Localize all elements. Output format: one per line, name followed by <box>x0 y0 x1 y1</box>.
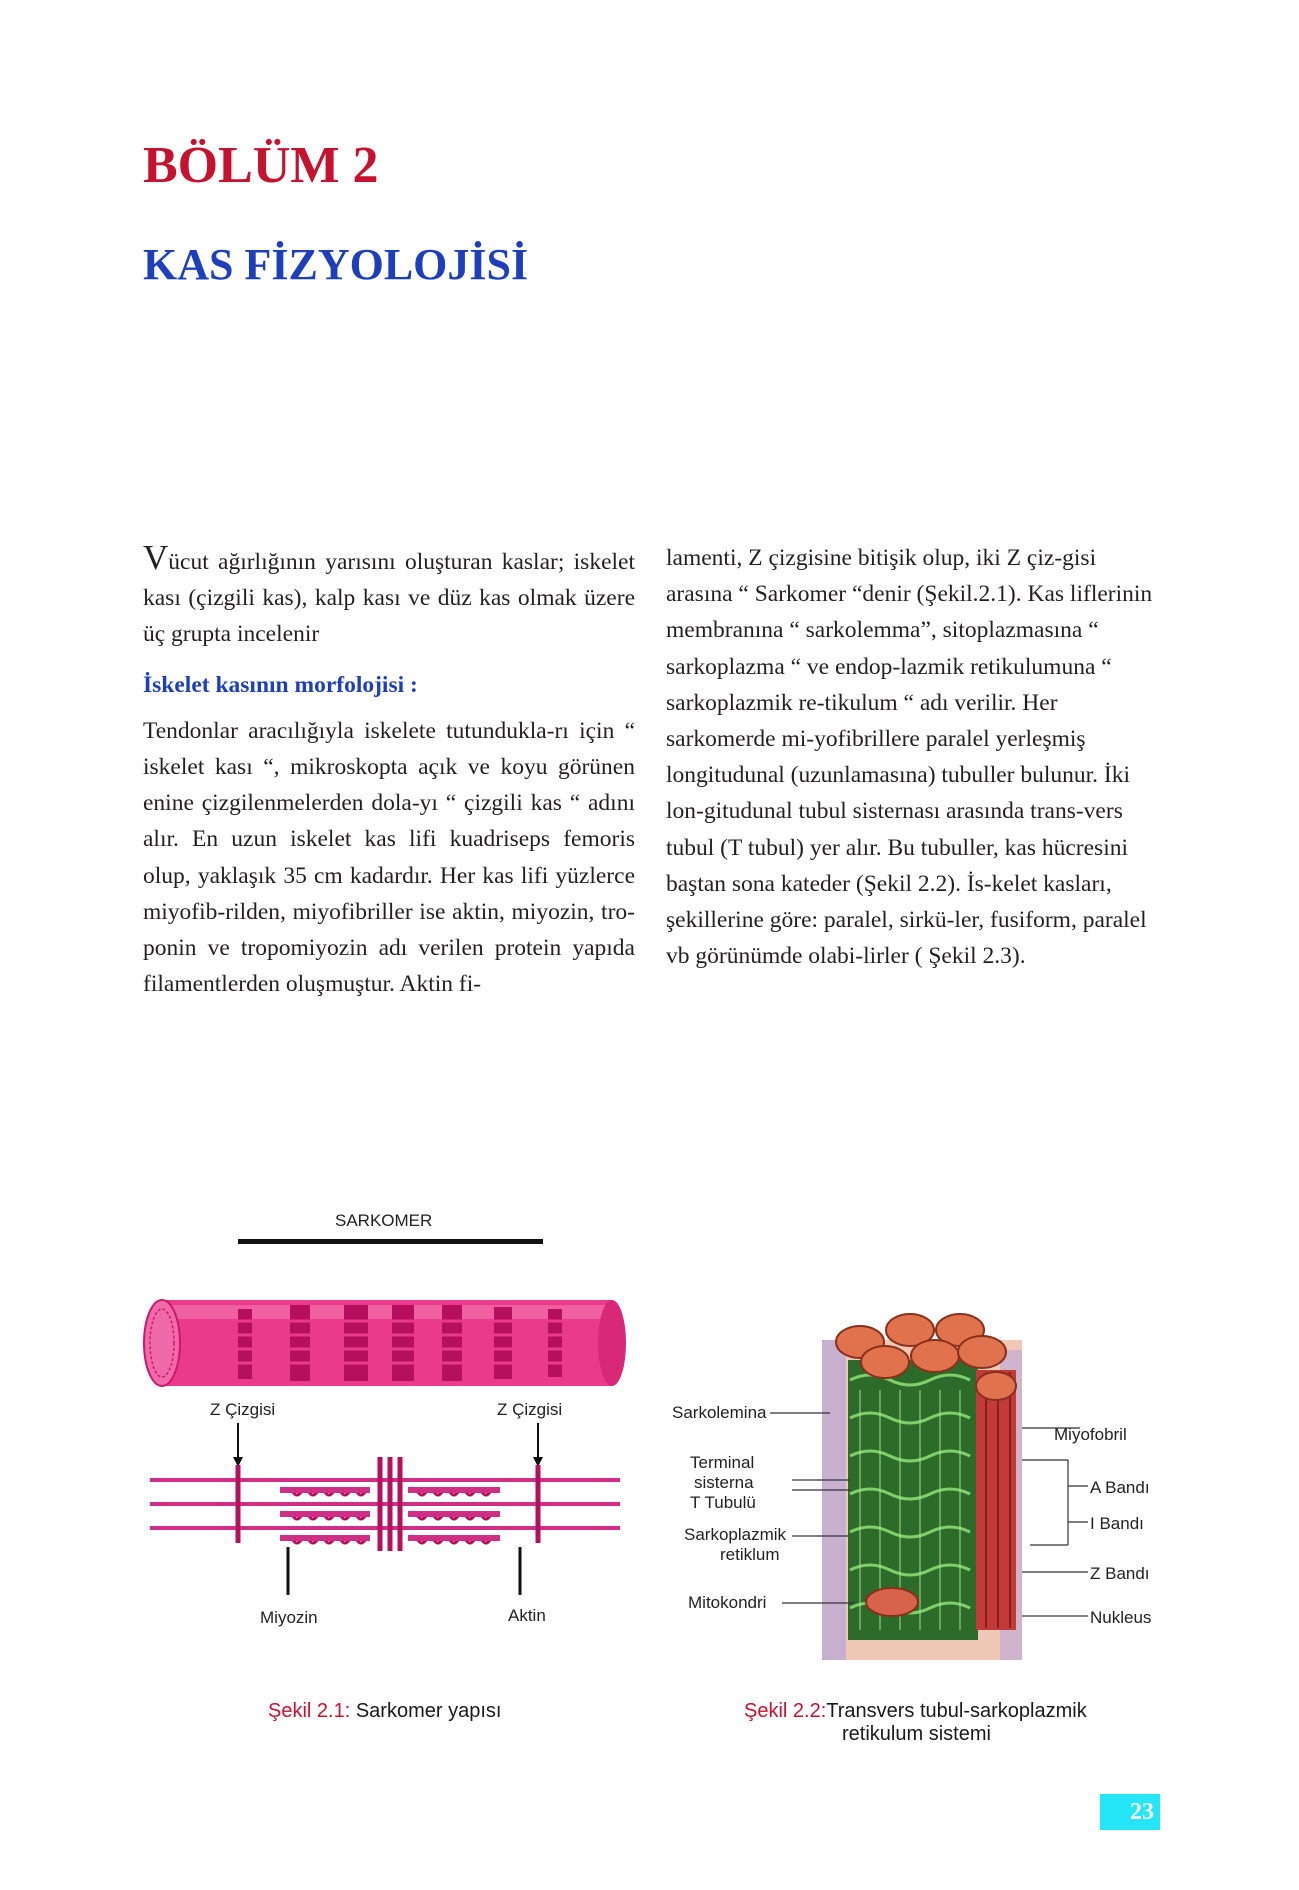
text-column-left <box>143 540 635 1002</box>
miyozin-label: Miyozin <box>260 1608 318 1627</box>
sarcomere-filaments <box>150 1457 620 1551</box>
fiber-end <box>598 1300 626 1386</box>
nukleus-label: Nukleus <box>1090 1608 1152 1627</box>
sarkomer-bar <box>238 1239 543 1244</box>
sarkoplazmik-label: Sarkoplazmik <box>684 1525 787 1544</box>
sarcomere-diagram <box>140 1195 660 1665</box>
text-column-right <box>666 540 1158 974</box>
figure2-caption-text-2: retikulum sistemi <box>842 1723 991 1745</box>
figure-t-tubule-system <box>670 1300 1170 1660</box>
muscle-fiber-block <box>822 1314 1022 1660</box>
mitochondrion <box>866 1588 918 1616</box>
figure2-caption-label: Şekil 2.2: <box>744 1700 827 1722</box>
figure1-caption-label: Şekil 2.1: <box>268 1700 351 1722</box>
figure1-caption <box>268 1700 501 1723</box>
sarkolemina-label: Sarkolemina <box>672 1403 767 1422</box>
page-number: 23 <box>1100 1794 1160 1830</box>
drop-cap: V <box>143 538 169 577</box>
z-line-left-label: Z Çizgisi <box>210 1400 276 1419</box>
figure2-caption-text-1: Transvers tubul-sarkoplazmik <box>826 1700 1087 1722</box>
paragraph-right: lamenti, Z çizgisine bitişik olup, iki Z çiz-gisi arasına “ Sarkomer “denir (Şekil.2.1). Kas liflerinin membranına “ sarkolemma”, sitoplazmasına “ sarkoplazma “ ve endop-lazmik retikulumuna “ sarkoplazmik re-tikulum “ adı verilir. Her sarkomerde mi-yofibrillere paralel yerleşmiş longitudunal (uzunlamasına) tubuller bulunur. İki lon-gitudunal tubul sisternası arasında trans-vers tubul (T tubul) yer alır. Bu tubuller, kas hücresini baştan sona kateder (Şekil 2.2). İs-kelet kasları, şekillerine göre: paralel, sirkü-ler, fusiform, paralel vb görünümde olabi-lirler ( Şekil 2.3). <box>666 545 1153 970</box>
figure2-caption <box>744 1700 1164 1746</box>
retiklum-label: retiklum <box>720 1545 780 1564</box>
terminal-label-1: Terminal <box>690 1453 755 1472</box>
aktin-label: Aktin <box>508 1606 546 1625</box>
section-subheading: İskelet kasının morfolojisi : <box>143 671 418 698</box>
miyofobril-label: Miyofobril <box>1054 1425 1127 1444</box>
t-tubule-label: T Tubulü <box>690 1493 756 1512</box>
figure1-caption-text: Sarkomer yapısı <box>350 1700 502 1722</box>
figure-sarcomere <box>140 1195 660 1665</box>
muscle-fiber-cylinder <box>144 1300 626 1386</box>
intro-text: ücut ağırlığının yarısını oluşturan kaslar; iskelet kası (çizgili kas), kalp kası ve düz kas olmak üzere üç grupta incelenir <box>143 549 635 648</box>
mitokondri-label: Mitokondri <box>688 1593 767 1612</box>
sarkomer-label: SARKOMER <box>335 1211 433 1230</box>
z-band-label: Z Bandı <box>1090 1564 1150 1583</box>
intro-paragraph <box>143 540 635 653</box>
chapter-heading: BÖLÜM 2 <box>143 137 379 194</box>
chapter-title: KAS FİZYOLOJİSİ <box>143 240 529 289</box>
terminal-label-2: sisterna <box>694 1473 754 1492</box>
i-band-label: I Bandı <box>1090 1514 1144 1533</box>
z-line-right-label: Z Çizgisi <box>497 1400 563 1419</box>
paragraph-left: Tendonlar aracılığıyla iskelete tutundukla-rı için “ iskelet kası “, mikroskopta açık ve koyu görünen enine çizgilenmelerden dola-yı “ çizgili kas “ adını alır. En uzun iskelet kas lifi kuadriseps femoris olup, yaklaşık 35 cm kadardır. Her kas lifi yüzlerce miyofib-rilden, miyofibriller ise aktin, miyozin, tro-ponin ve tropomiyozin adı verilen protein yapıda filamentlerden oluşmuştur. Aktin fi- <box>143 717 635 998</box>
a-band-label: A Bandı <box>1090 1478 1150 1497</box>
t-tubule-diagram <box>670 1300 1170 1660</box>
